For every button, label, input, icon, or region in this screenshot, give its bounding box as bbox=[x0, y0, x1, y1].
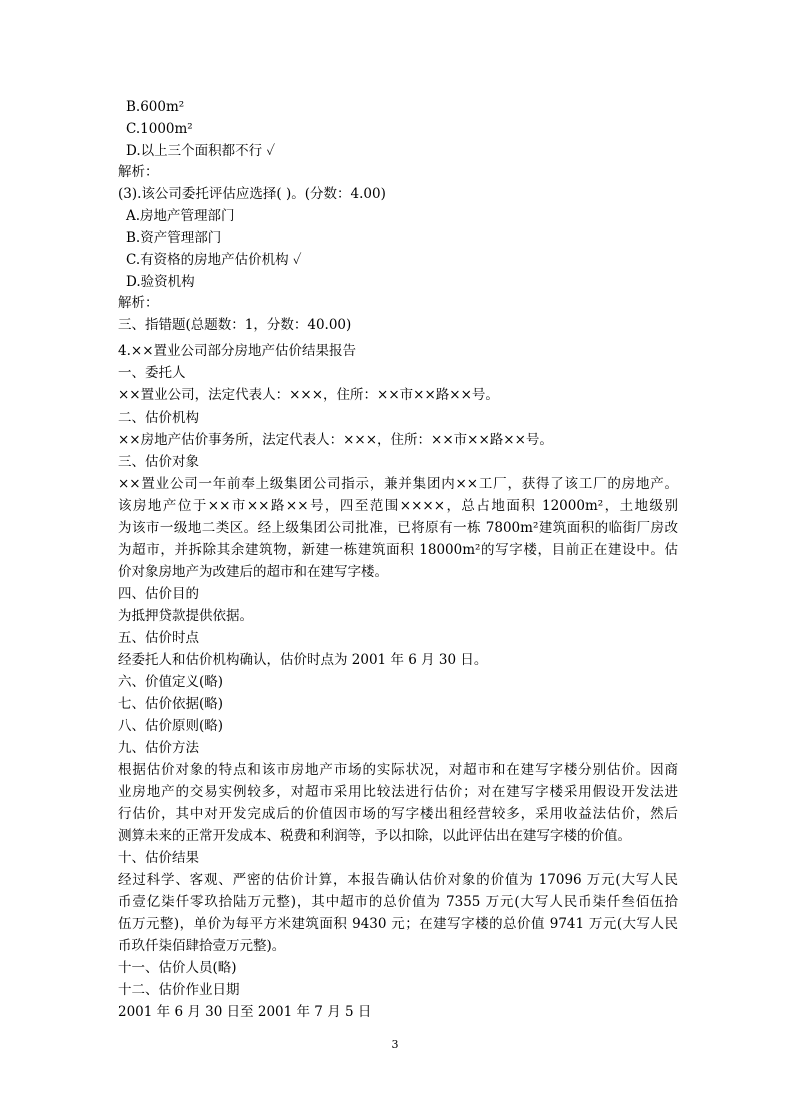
method-text-line: 测算未来的正常开发成本、税费和利润等，予以扣除，以此评估出在建写字楼的价值。 bbox=[118, 828, 631, 844]
work-period-text: 2001 年 6 月 30 日至 2001 年 7 月 5 日 bbox=[118, 1004, 372, 1020]
purpose-text: 为抵押贷款提供依据。 bbox=[118, 608, 253, 624]
result-text-line: 经过科学、客观、严密的估价计算，本报告确认估价对象的价值为 17096 万元(大写人民 bbox=[118, 872, 678, 888]
option-b: B.600m² bbox=[126, 99, 185, 115]
date-text: 经委托人和估价机构确认，估价时点为 2001 年 6 月 30 日。 bbox=[118, 652, 488, 668]
heading-work-period: 十二、估价作业日期 bbox=[118, 982, 240, 998]
analysis-label: 解析： bbox=[118, 295, 159, 311]
result-text-line: 币玖仟柒佰肆拾壹万元整)。 bbox=[118, 938, 286, 954]
heading-method: 九、估价方法 bbox=[118, 740, 199, 756]
heading-appraiser: 二、估价机构 bbox=[118, 410, 199, 426]
option-c: C.有资格的房地产估价机构 ✓ bbox=[126, 252, 302, 268]
method-text-line: 业房地产的交易实例较多，对超市采用比较法进行估价；对在建写字楼采用假设开发法进 bbox=[118, 784, 678, 800]
heading-result: 十、估价结果 bbox=[118, 850, 199, 866]
client-text: ××置业公司，法定代表人：×××，住所：××市××路××号。 bbox=[118, 387, 499, 403]
method-text-line: 根据估价对象的特点和该市房地产市场的实际状况，对超市和在建写字楼分别估价。因商 bbox=[118, 762, 678, 778]
heading-object: 三、估价对象 bbox=[118, 454, 199, 470]
object-text-line: ××置业公司一年前奉上级集团公司指示，兼并集团内××工厂，获得了该工厂的房地产。 bbox=[118, 476, 678, 492]
option-d: D.以上三个面积都不行 ✓ bbox=[126, 143, 276, 159]
heading-client: 一、委托人 bbox=[118, 365, 186, 381]
page-number: 3 bbox=[391, 1038, 399, 1051]
heading-value-definition: 六、价值定义(略) bbox=[118, 674, 224, 690]
appraiser-text: ××房地产估价事务所，法定代表人：×××，住所：××市××路××号。 bbox=[118, 432, 553, 448]
section-heading: 三、指错题(总题数：1，分数：40.00) bbox=[118, 317, 352, 333]
report-title: 4.××置业公司部分房地产估价结果报告 bbox=[118, 343, 357, 359]
analysis-label: 解析： bbox=[118, 164, 159, 180]
option-c: C.1000m² bbox=[126, 121, 193, 137]
heading-basis: 七、估价依据(略) bbox=[118, 696, 224, 712]
option-a: A.房地产管理部门 bbox=[126, 208, 235, 224]
object-text-line: 为超市，并拆除其余建筑物，新建一栋建筑面积 18000m²的写字楼，目前正在建设中。估 bbox=[118, 542, 678, 558]
heading-purpose: 四、估价目的 bbox=[118, 586, 199, 602]
heading-personnel: 十一、估价人员(略) bbox=[118, 960, 237, 976]
option-d: D.验资机构 bbox=[126, 274, 195, 290]
object-text-line: 价对象房地产为改建后的超市和在建写字楼。 bbox=[118, 564, 388, 580]
option-b: B.资产管理部门 bbox=[126, 230, 222, 246]
object-text-line: 为该市一级地二类区。经上级集团公司批准，已将原有一栋 7800m²建筑面积的临街厂房改 bbox=[118, 520, 678, 536]
question-stem: (3).该公司委托评估应选择( )。(分数：4.00) bbox=[118, 186, 386, 202]
object-text-line: 该房地产位于××市××路××号，四至范围××××，总占地面积 12000m²，土地级别 bbox=[118, 498, 678, 514]
method-text-line: 行估价，其中对开发完成后的价值因市场的写字楼出租经营较多，采用收益法估价，然后 bbox=[118, 806, 678, 822]
result-text-line: 币壹亿柒仟零玖拾陆万元整)，其中超市的总价值为 7355 万元(大写人民币柒仟叁佰伍拾 bbox=[118, 894, 678, 910]
result-text-line: 伍万元整)，单价为每平方米建筑面积 9430 元；在建写字楼的总价值 9741 万元(大写人民 bbox=[118, 916, 678, 932]
heading-principles: 八、估价原则(略) bbox=[118, 718, 224, 734]
heading-date: 五、估价时点 bbox=[118, 630, 199, 646]
